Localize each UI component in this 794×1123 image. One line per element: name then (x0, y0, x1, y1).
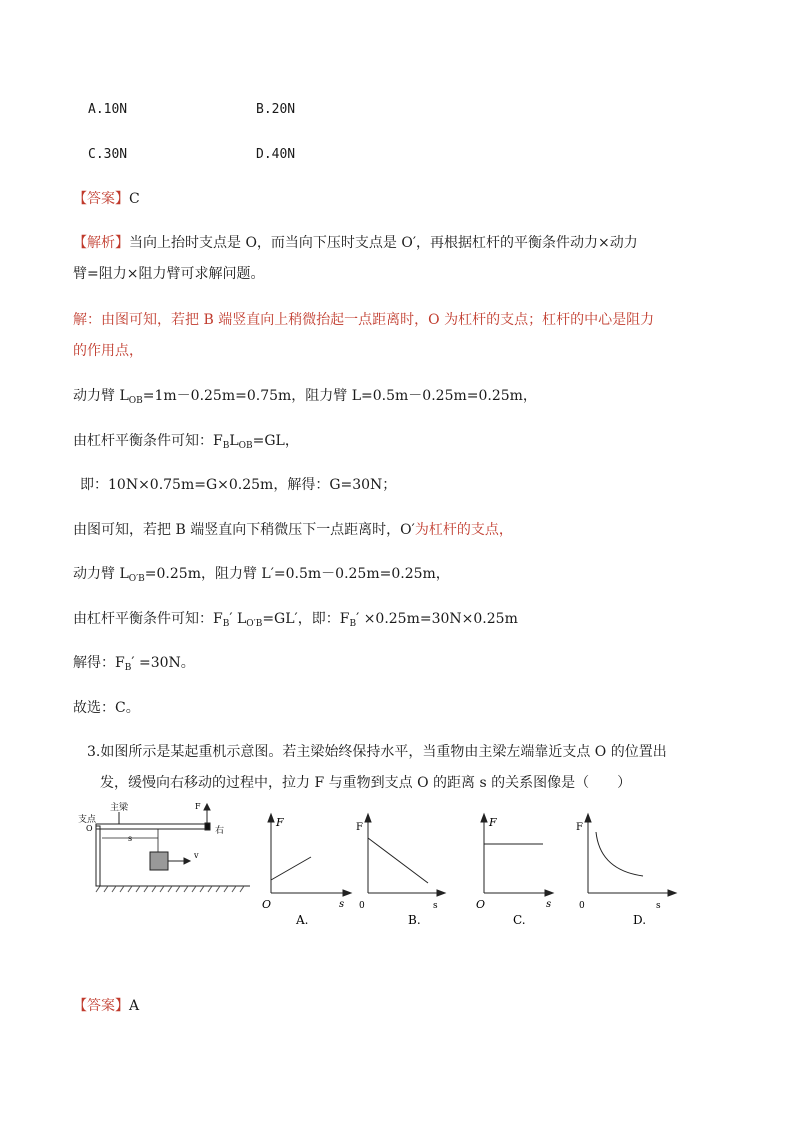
graph-c-f: F (489, 816, 497, 829)
graph-a-f: F (276, 816, 284, 829)
analysis-line-1 (73, 233, 638, 253)
beam-end-block (205, 823, 210, 830)
text: 由杠杆平衡条件可知：F (73, 433, 223, 449)
text: ′ L (229, 611, 247, 627)
s-label: s (128, 834, 133, 843)
answer-value: A (129, 998, 140, 1014)
text: =0.25m，阻力臂 L′=0.5m－0.25m=0.25m， (144, 566, 450, 582)
subscript: OB (238, 441, 253, 451)
solution-line-7 (73, 564, 450, 589)
ground-hatch (96, 886, 244, 892)
graph-d-label: D. (633, 913, 647, 927)
text: ′ =30N。 (131, 655, 195, 671)
answer-q3 (73, 996, 139, 1016)
solution-line-8 (73, 609, 518, 634)
graph-b-label: B. (408, 913, 421, 927)
text: 动力臂 L (73, 388, 129, 404)
question-3-line-1: 3.如图所示是某起重机示意图。若主梁始终保持水平，当重物由主梁左端靠近支点 O 的位置出 (87, 744, 667, 760)
solution-line-3 (73, 386, 537, 411)
graph-b-origin: 0 (359, 901, 365, 911)
graph-a-label: A. (296, 913, 309, 927)
text: =GL， (252, 433, 299, 449)
graph-c-label: C. (513, 913, 526, 927)
answer-tag: 【答案】 (73, 998, 129, 1014)
option-c: C.30N (88, 147, 128, 162)
text: =1m－0.25m=0.75m，阻力臂 L=0.5m－0.25m=0.25m， (142, 388, 537, 404)
graph-b (365, 814, 445, 896)
graph-d (585, 814, 676, 896)
force-arrowhead (204, 804, 210, 810)
graph-d-curve (596, 832, 643, 876)
solution-line-1: 解：由图可知，若把 B 端竖直向上稍微抬起一点距离时，O 为杠杆的支点；杠杆的中心是阻力 (73, 312, 655, 328)
analysis-line-2: 臂=阻力×阻力臂可求解问题。 (73, 266, 265, 282)
option-a: A.10N (88, 102, 128, 117)
v-label: v (194, 851, 199, 860)
crane-diagram (96, 804, 250, 892)
solution-line-5: 即：10N×0.75m=G×0.25m，解得：G=30N； (80, 477, 397, 493)
graph-a-origin: O (262, 898, 272, 911)
solution-line-6 (73, 520, 513, 540)
graph-c-s: s (546, 899, 552, 910)
subscript: O′B (128, 574, 145, 584)
text: 为杠杆的支点， (414, 522, 513, 538)
subscript: B (222, 619, 230, 629)
graph-b-f: F (356, 822, 363, 833)
question-3-line-2: 发，缓慢向右移动的过程中，拉力 F 与重物到支点 O 的距离 s 的关系图像是（ ） (100, 775, 632, 791)
answer-tag: 【答案】 (73, 191, 129, 207)
right-label: 右 (215, 826, 225, 836)
graph-d-origin: 0 (579, 901, 585, 911)
answer-value: C (129, 191, 140, 207)
option-b: B.20N (256, 102, 296, 117)
text: 由图可知，若把 B 端竖直向下稍微压下一点距离时，O′ (73, 522, 415, 538)
text: 解得：F (73, 655, 125, 671)
solution-line-10: 故选：C。 (73, 700, 140, 716)
graph-a-curve (271, 857, 311, 880)
main-beam (96, 824, 206, 829)
fulcrum-label: 支点 (78, 815, 97, 825)
answer-q2 (73, 189, 140, 209)
graph-b-s: s (433, 901, 438, 911)
graph-b-curve (368, 838, 428, 883)
post (96, 826, 100, 886)
velocity-arrowhead (184, 858, 190, 864)
solution-line-4 (73, 431, 299, 456)
figure-svg (78, 800, 688, 930)
subscript: B (349, 619, 357, 629)
weight-block (150, 852, 168, 870)
subscript: B (222, 441, 230, 451)
force-label: F (195, 802, 201, 811)
text: =GL′，即：F (262, 611, 350, 627)
solution-line-2: 的作用点， (73, 343, 143, 359)
analysis-text-1: 当向上抬时支点是 O，而当向下压时支点是 O′，再根据杠杆的平衡条件动力×动力 (129, 235, 638, 251)
analysis-tag: 【解析】 (73, 235, 129, 251)
graph-a-s: s (339, 899, 345, 910)
subscript: O′B (246, 619, 263, 629)
text: ′ ×0.25m=30N×0.25m (356, 611, 518, 627)
subscript: B (124, 663, 132, 673)
graph-d-f: F (576, 822, 583, 833)
subscript: OB (128, 396, 143, 406)
text: 由杠杆平衡条件可知：F (73, 611, 223, 627)
graph-c-origin: O (476, 898, 486, 911)
text: 动力臂 L (73, 566, 129, 582)
origin-label: O (86, 824, 93, 833)
text: L (229, 433, 239, 449)
solution-line-9 (73, 653, 195, 678)
beam-label: 主梁 (110, 803, 129, 813)
question-3-figure (78, 800, 688, 930)
graph-d-s: s (656, 901, 661, 911)
option-d: D.40N (256, 147, 296, 162)
